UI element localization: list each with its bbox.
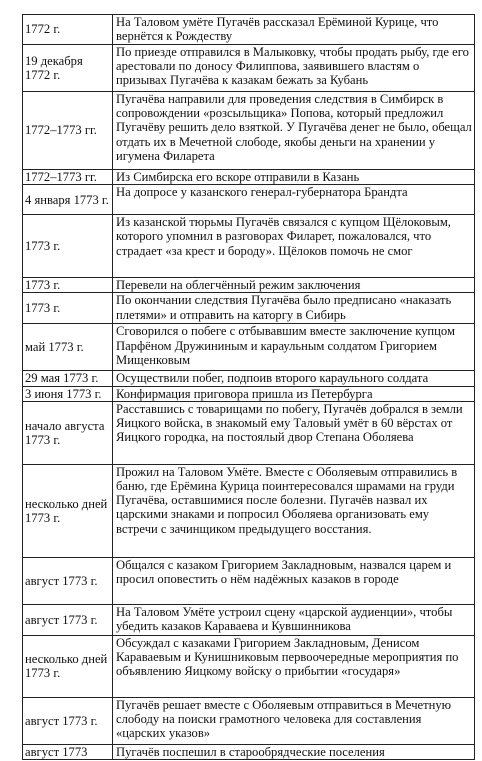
table-row [23, 215, 475, 278]
table-row [23, 557, 475, 604]
table-row [23, 45, 475, 92]
event-cell: По приезде отправился в Малыковку, чтобы продать рыбу, где его арестовали по доносу Филиппова, заявившего властям о призывах Пугачёва к казакам бежать за Кубань [113, 45, 475, 92]
event-cell: Прожил на Таловом Умёте. Вместе с Оболяевым отправились в баню, где Ерёмина Курица поинтересовался шрамами на груди Пугачёва, оставшимися после болезни. Пугачёв назвал их царскими знаками и попросил Оболяева организовать ему встречи с зачинщиком предыдущего восстания. [113, 464, 475, 557]
date-cell: несколько дней 1773 г. [23, 635, 113, 697]
event-cell: Перевели на облегчённый режим заключения [113, 278, 475, 293]
event-cell: Общался с казаком Григорием Закладновым, назвался царем и просил оповестить о нём надёжных казаков в городе [113, 557, 475, 604]
date-cell: несколько дней 1773 г. [23, 464, 113, 557]
event-cell: На Таловом Умёте устроил сцену «царской аудиенции», чтобы убедить казаков Караваева и Кувшинникова [113, 604, 475, 635]
table-row [23, 278, 475, 293]
date-cell: 1772 г. [23, 15, 113, 45]
date-cell: 1772–1773 гг. [23, 92, 113, 170]
date-cell: 19 декабря 1772 г. [23, 45, 113, 92]
table-row [23, 697, 475, 744]
event-cell: Пугачёв решает вместе с Оболяевым отправиться в Мечетную слободу на поиски грамотного человека для составления «царских указов» [113, 697, 475, 744]
table-row [23, 371, 475, 386]
table-row [23, 324, 475, 371]
chronology-page [22, 14, 474, 760]
table-row [23, 401, 475, 464]
event-cell: Конфирмация приговора пришла из Петербурга [113, 386, 475, 401]
table-row [23, 185, 475, 215]
table-row [23, 635, 475, 697]
date-cell: август 1773 г. [23, 604, 113, 635]
event-cell: Пугачёва направили для проведения следствия в Симбирск в сопровождении «розсыльщика» Попова, который предложил Пугачёву решить дело взяткой. У Пугачёва денег не было, обещал отдать их в Мечетной слободе, якобы деньги на хранении у игумена Филарета [113, 92, 475, 170]
date-cell: 29 мая 1773 г. [23, 371, 113, 386]
date-cell: август 1773 г. [23, 557, 113, 604]
event-cell: Обсуждал с казаками Григорием Закладновым, Денисом Караваевым и Кунишниковым первоочередные мероприятия по объявлению Яицкому войску о прибытии «государя» [113, 635, 475, 697]
date-cell: 1772–1773 гг. [23, 170, 113, 185]
date-cell: август 1773 [23, 744, 113, 759]
event-cell: На Таловом умёте Пугачёв рассказал Ерёминой Курице, что вернётся к Рождеству [113, 15, 475, 45]
table-row [23, 604, 475, 635]
table-row [23, 170, 475, 185]
table-row [23, 92, 475, 170]
date-cell: август 1773 г. [23, 697, 113, 744]
date-cell: 1773 г. [23, 293, 113, 324]
date-cell: 1773 г. [23, 278, 113, 293]
date-cell: 4 января 1773 г. [23, 185, 113, 215]
table-row [23, 464, 475, 557]
date-cell: начало августа 1773 г. [23, 401, 113, 464]
event-cell: Осуществили побег, подпоив второго караульного солдата [113, 371, 475, 386]
event-cell: Из казанской тюрьмы Пугачёв связался с купцом Щёлоковым, которого упомнил в разговорах Филарет, пожаловался, что страдает «за крест и бороду». Щёлоков помочь не смог [113, 215, 475, 278]
table-row [23, 744, 475, 759]
table-row [23, 15, 475, 45]
event-cell: Из Симбирска его вскоре отправили в Казань [113, 170, 475, 185]
table-row [23, 386, 475, 401]
event-cell: Пугачёв поспешил в старообрядческие поселения [113, 744, 475, 759]
event-cell: По окончании следствия Пугачёва было предписано «наказать плетями» и отправить на каторгу в Сибирь [113, 293, 475, 324]
date-cell: 3 июня 1773 г. [23, 386, 113, 401]
event-cell: На допросе у казанского генерал-губернатора Брандта [113, 185, 475, 215]
event-cell: Сговорился о побеге с отбывавшим вместе заключение купцом Парфёном Дружининым и караульным солдатом Григорием Мищенковым [113, 324, 475, 371]
table-row [23, 293, 475, 324]
chronology-table [22, 14, 475, 760]
date-cell: май 1773 г. [23, 324, 113, 371]
date-cell: 1773 г. [23, 215, 113, 278]
event-cell: Расставшись с товарищами по побегу, Пугачёв добрался в земли Яицкого войска, в знакомый ему Таловый умёт в 60 вёрстах от Яицкого городка, на постоялый двор Степана Оболяева [113, 401, 475, 464]
